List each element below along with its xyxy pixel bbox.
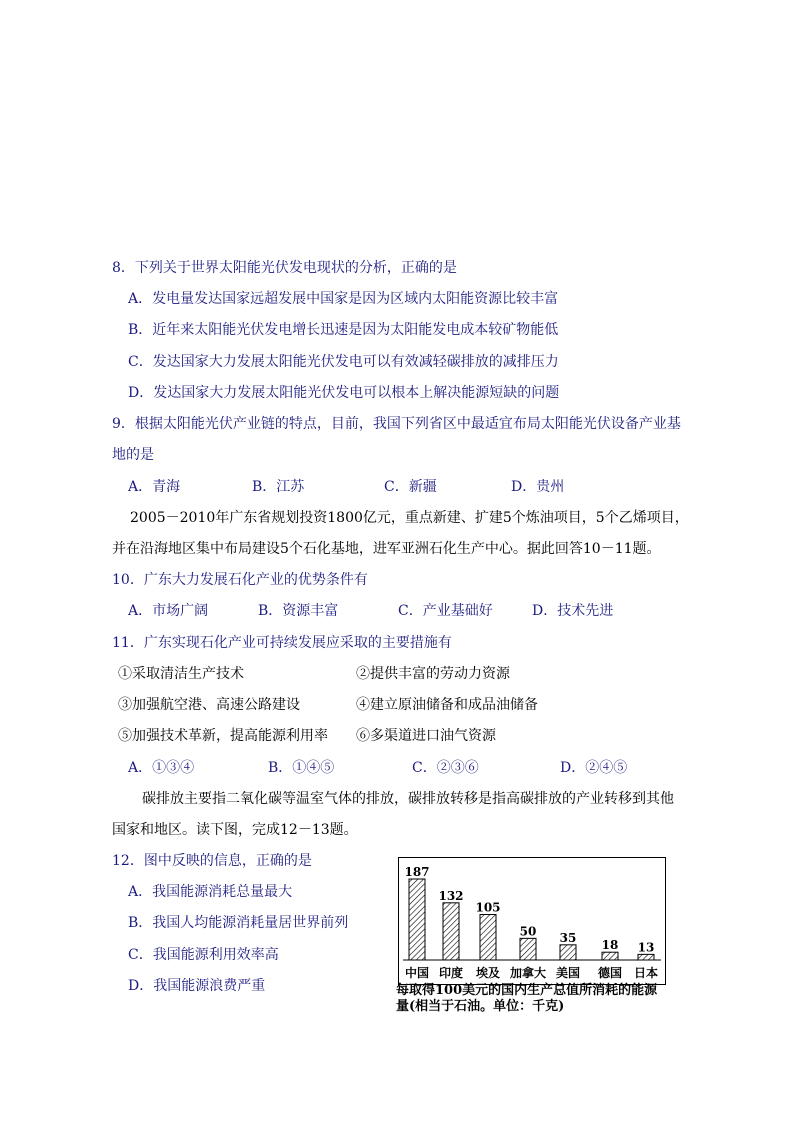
category-label: 中国 <box>404 966 430 980</box>
chart-caption-line2: 量(相当于石油。单位：千克) <box>396 999 565 1014</box>
bar-value-label: 50 <box>519 924 537 939</box>
passage2-line1: 碳排放主要指二氧化碳等温室气体的排放，碳排放转移是指高碳排放的产业转移到其他 <box>142 791 674 807</box>
q9-option-a: A．青海 <box>128 479 181 495</box>
q12-option-b: B．我国人均能源消耗量居世界前列 <box>128 915 349 931</box>
q12-option-c: C．我国能源利用效率高 <box>128 947 279 963</box>
q8-option-b: B．近年来太阳能光伏发电增长迅速是因为太阳能发电成本较矿物能低 <box>128 322 559 338</box>
category-label: 印度 <box>438 966 464 980</box>
q11-option-d: D．②④⑤ <box>560 760 628 776</box>
passage1-line2: 并在沿海地区集中布局建设5个石化基地，进军亚洲石化生产中心。据此回答10－11题。 <box>112 541 661 557</box>
category-label: 埃及 <box>475 966 501 980</box>
q11-item-6: ⑥多渠道进口油气资源 <box>356 728 496 744</box>
q9-option-d: D．贵州 <box>511 479 565 495</box>
q11-item-5: ⑤加强技术革新，提高能源利用率 <box>118 728 328 744</box>
q10-option-c: C．产业基础好 <box>398 603 493 619</box>
q9-stem-line2: 地的是 <box>112 447 154 463</box>
passage2-line2: 国家和地区。读下图，完成12－13题。 <box>112 822 358 838</box>
q11-stem: 11．广东实现石化产业可持续发展应采取的主要措施有 <box>112 635 452 651</box>
bar-3 <box>520 938 536 960</box>
q12-stem: 12．图中反映的信息，正确的是 <box>112 853 312 869</box>
bar-2 <box>480 915 496 960</box>
bar-value-label: 13 <box>637 940 655 955</box>
chart-svg <box>399 858 665 984</box>
bar-6 <box>638 954 654 960</box>
q11-item-3: ③加强航空港、高速公路建设 <box>118 697 300 713</box>
q10-option-b: B．资源丰富 <box>258 603 339 619</box>
chart-caption-line1: 每取得100美元的国内生产总值所消耗的能源 <box>396 983 658 998</box>
q11-option-a: A．①③④ <box>128 760 195 776</box>
q10-option-d: D．技术先进 <box>532 603 614 619</box>
q9-option-c: C．新疆 <box>384 479 437 495</box>
bar-value-label: 105 <box>475 900 501 915</box>
passage1-line1: 2005－2010年广东省规划投资1800亿元，重点新建、扩建5个炼油项目，5个乙烯项目， <box>130 510 689 526</box>
q8-option-c: C．发达国家大力发展太阳能光伏发电可以有效减轻碳排放的减排压力 <box>128 354 559 370</box>
q11-option-c: C．②③⑥ <box>412 760 479 776</box>
q10-option-a: A．市场广阔 <box>128 603 209 619</box>
q10-stem: 10．广东大力发展石化产业的优势条件有 <box>112 572 368 588</box>
category-label: 加拿大 <box>509 966 547 980</box>
q9-option-b: B．江苏 <box>252 479 305 495</box>
q8-stem: 8．下列关于世界太阳能光伏发电现状的分析，正确的是 <box>112 260 457 276</box>
q8-option-a: A．发电量发达国家远超发展中国家是因为区域内太阳能资源比较丰富 <box>128 291 559 307</box>
q11-item-2: ②提供丰富的劳动力资源 <box>356 666 510 682</box>
bar-value-label: 35 <box>559 930 577 945</box>
q11-option-b: B．①④⑤ <box>268 760 335 776</box>
bar-5 <box>602 952 618 960</box>
q9-stem-line1: 9．根据太阳能光伏产业链的特点，目前，我国下列省区中最适宜布局太阳能光伏设备产业基 <box>112 416 681 432</box>
q12-option-d: D．我国能源浪费严重 <box>128 978 266 994</box>
bar-value-label: 187 <box>404 865 430 879</box>
category-label: 日本 <box>633 966 659 980</box>
category-label: 德国 <box>597 966 623 980</box>
bar-value-label: 132 <box>438 888 464 903</box>
q11-item-4: ④建立原油储备和成品油储备 <box>356 697 538 713</box>
energy-consumption-chart <box>398 857 666 985</box>
category-label: 美国 <box>555 966 581 980</box>
bar-4 <box>560 945 576 960</box>
bar-0 <box>409 879 425 960</box>
q12-option-a: A．我国能源消耗总量最大 <box>128 884 293 900</box>
chart-caption <box>396 983 686 1015</box>
q11-item-1: ①采取清洁生产技术 <box>118 666 244 682</box>
q8-option-d: D．发达国家大力发展太阳能光伏发电可以根本上解决能源短缺的问题 <box>128 385 560 401</box>
bar-1 <box>443 903 459 960</box>
bar-value-label: 18 <box>601 938 619 953</box>
